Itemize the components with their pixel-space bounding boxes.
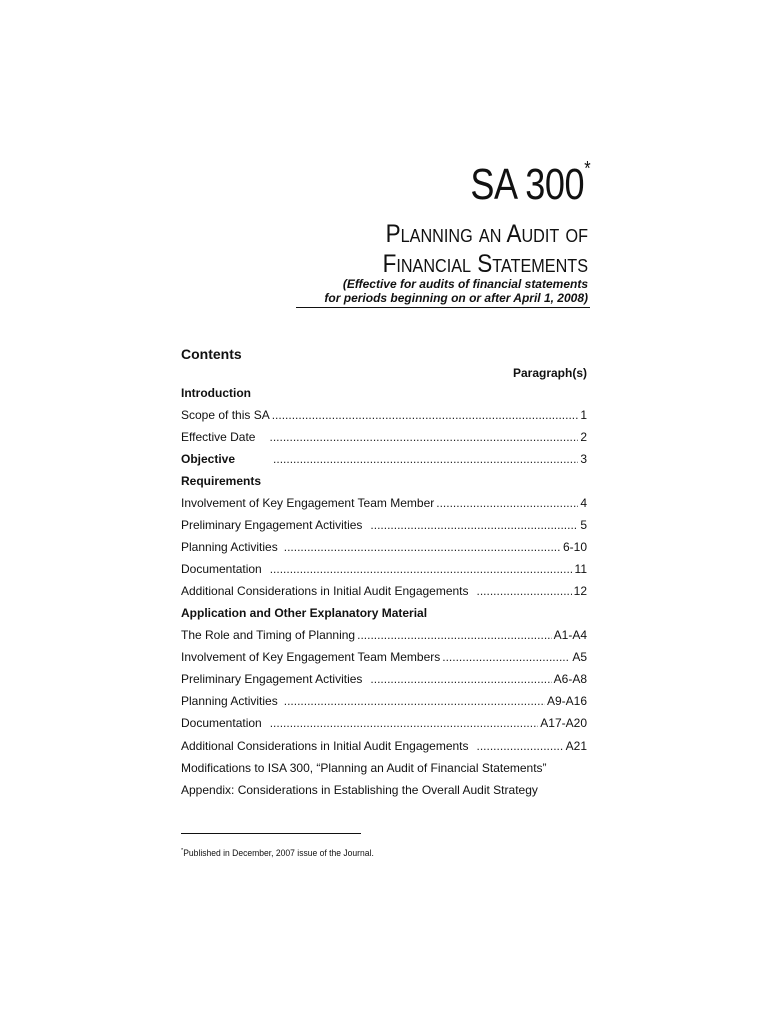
dot-leader (270, 716, 539, 730)
toc-entry-paragraph: A21 (565, 739, 587, 753)
toc-entry-label: Scope of this SA (181, 408, 270, 422)
footnote-text: Published in December, 2007 issue of the Journal. (183, 848, 374, 858)
toc-entry (181, 408, 587, 424)
toc-entry-label: Effective Date (181, 430, 256, 444)
toc-entry (181, 496, 587, 512)
dot-leader (284, 694, 545, 708)
toc-entry-label: Additional Considerations in Initial Audit Engagements (181, 739, 469, 753)
dot-leader (370, 518, 578, 532)
toc-entry-paragraph: A6-A8 (553, 672, 587, 686)
toc-entry-paragraph: A5 (572, 650, 587, 664)
toc-entry-label: Objective (181, 452, 236, 466)
toc-entry-label: Preliminary Engagement Activities (181, 672, 363, 686)
toc-entry (181, 716, 587, 732)
toc-entry (181, 562, 587, 578)
toc-entry-paragraph: 4 (580, 496, 587, 510)
toc-entry (181, 739, 587, 755)
toc-entry-label: Involvement of Key Engagement Team Members (181, 650, 441, 664)
section-heading-application: Application and Other Explanatory Material (181, 606, 428, 620)
toc-entry-paragraph: 11 (574, 562, 587, 576)
dot-leader (357, 628, 552, 642)
title-footnote-mark: * (584, 158, 590, 181)
effective-note-line-1: (Effective for audits of financial statements (342, 277, 588, 291)
toc-entry-paragraph: 1 (580, 408, 587, 422)
dot-leader (436, 496, 578, 510)
title-text: SA 300 (470, 160, 585, 209)
toc-entry-paragraph: A17-A20 (540, 716, 587, 730)
dot-leader (477, 739, 564, 753)
toc-entry (181, 584, 587, 600)
dot-leader (370, 672, 551, 686)
section-heading-introduction: Introduction (181, 386, 251, 400)
effective-note-line-2: for periods beginning on or after April 1, 2008) (324, 291, 588, 305)
section-heading-requirements: Requirements (181, 474, 262, 488)
toc-entry (181, 518, 587, 534)
toc-entry-label: The Role and Timing of Planning (181, 628, 356, 642)
footnote-mark: * (181, 848, 184, 854)
toc-entry-label: Planning Activities (181, 540, 278, 554)
subtitle-line-2: Financial Statements (382, 250, 588, 278)
toc-entry-paragraph: 3 (580, 452, 587, 466)
toc-entry (181, 672, 587, 688)
footnote (181, 848, 374, 858)
toc-entry-label: Documentation (181, 562, 262, 576)
footnote-divider (181, 833, 361, 834)
toc-entry (181, 694, 587, 710)
dot-leader (270, 562, 573, 576)
dot-leader (284, 540, 561, 554)
toc-entry-label: Involvement of Key Engagement Team Member (181, 496, 435, 510)
contents-heading: Contents (181, 346, 242, 362)
toc-modifications-line: Modifications to ISA 300, “Planning an Audit of Financial Statements” (181, 761, 547, 775)
toc-entry-paragraph: A9-A16 (546, 694, 587, 708)
toc-entry (181, 628, 587, 644)
toc-entry-objective (181, 452, 587, 468)
toc-entry-label: Planning Activities (181, 694, 278, 708)
toc-entry (181, 430, 587, 446)
dot-leader (269, 430, 578, 444)
toc-entry-paragraph: 12 (573, 584, 587, 598)
dot-leader (273, 452, 578, 466)
toc-entry-label: Documentation (181, 716, 262, 730)
subtitle-line-1: Planning an Audit of (385, 220, 588, 248)
toc-entry-label: Additional Considerations in Initial Audit Engagements (181, 584, 469, 598)
toc-entry-paragraph: 2 (580, 430, 587, 444)
toc-entry-paragraph: A1-A4 (553, 628, 587, 642)
document-title (470, 160, 590, 210)
header-divider (296, 307, 590, 308)
toc-entry-paragraph: 6-10 (562, 540, 587, 554)
toc-entry (181, 650, 587, 666)
toc-entry-paragraph: 5 (580, 518, 587, 532)
dot-leader (442, 650, 570, 664)
toc-entry (181, 540, 587, 556)
toc-appendix-line: Appendix: Considerations in Establishing the Overall Audit Strategy (181, 783, 538, 797)
toc-entry-label: Preliminary Engagement Activities (181, 518, 363, 532)
dot-leader (477, 584, 572, 598)
dot-leader (272, 408, 579, 422)
paragraphs-column-heading: Paragraph(s) (512, 366, 587, 380)
